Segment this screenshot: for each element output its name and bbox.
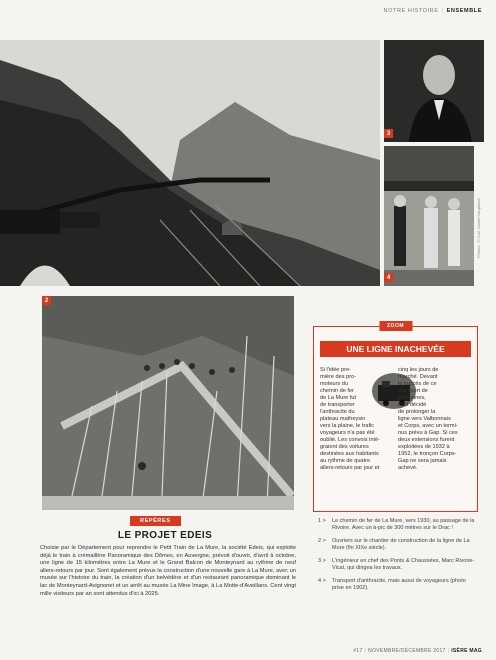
caption-item: 2 > Ouvriers sur le chantier de construction de la ligne de La Mure (fin XIXe siècle).: [318, 538, 470, 551]
page-number: #17: [353, 648, 363, 654]
zoom-text-left: Si l'idée pre- mière des pro- moteurs du chemin de fer de La Mure fut de transporter l'anthracite du plateau matheysin vers la plaine, le trafic voyageurs n'a pas été oublié. Les convois inté- graient des voitures destinées aux habitants au rythme de quatre allers-retours par jour et: [320, 367, 381, 471]
photo-number-badge: 3: [384, 129, 393, 138]
photo-number-badge: 4: [384, 273, 393, 282]
reperes-tag: REPÈRES: [130, 516, 181, 526]
photo-passengers-train: [384, 146, 474, 286]
photo-railway-viaduct: [0, 40, 380, 286]
zoom-box: [313, 323, 478, 512]
caption-item: 1 > Le chemin de fer de La Mure, vers 1930, au passage de la Rivoire. Avec un à-pic de 300 mètres sur le Drac !: [318, 518, 475, 531]
issue-date: NOVEMBRE/DÉCEMBRE 2017: [368, 648, 446, 654]
reperes-title: LE PROJET EDEIS: [117, 530, 213, 541]
section-name: NOTRE HISTOIRE: [383, 8, 439, 14]
category-name: ENSEMBLE: [446, 8, 482, 14]
photo-number-badge: 2: [42, 296, 51, 305]
zoom-tag: ZOOM: [379, 321, 412, 331]
page-footer: #17 | NOVEMBRE/DÉCEMBRE 2017 | ISÈRE MAG: [353, 648, 482, 654]
magazine-name: ISÈRE MAG: [451, 648, 482, 654]
photo-credit: Photos : © Coll. Xavier Dauphinot: [476, 198, 481, 258]
reperes-body: Choisie par le Département pour reprendre le Petit Train de La Mure, la société Edeis, qui exploite déjà le train à crémaillère Panoramique des Dômes, en Auvergne, prévoit d'ouvrir, d'avril à octobre, une ligne de 15 kilomètres entre La Mure et le Grand Balcon de Monteynard au rythme de neuf allers-retours par jour. Sont également prévus la construction d'une nouvelle gare à La Mure, avec un musée sur l'histoire du train, la création d'un belvédère et d'un restaurant panoramique dominant le lac de Monteynard-Avignonet et un arrêt au musée La Mine Image, à La Motte-d'Aveillans. Cent vingt mille visiteurs par an sont attendus d'ici à 2025.: [40, 545, 296, 597]
caption-item: 4 > Transport d'anthracite, mais aussi de voyageurs (photo prise en 1902).: [318, 578, 466, 591]
page-header: NOTRE HISTOIRE | ENSEMBLE: [383, 8, 482, 14]
zoom-text-right: cinq les jours de marché. Devant le succès de ce transport de personnes, il fut décidé de prolonger la ligne vers Valbonnais et Corps, avec un termi- nus prévu à Gap. Si ces deux extensions furent exploitées de 1932 à 1952, le tronçon Corps- Gap ne sera jamais achevé.: [398, 367, 458, 471]
photo-captions: [318, 518, 478, 598]
zoom-title: UNE LIGNE INACHEVÉE: [320, 341, 471, 357]
photo-construction-workers: [42, 296, 294, 510]
caption-item: 3 > L'ingénieur en chef des Ponts & Chaussées, Marc Rivoire-Vicat, qui dirigea les travaux.: [318, 558, 475, 571]
photo-engineer-portrait: [384, 40, 484, 142]
